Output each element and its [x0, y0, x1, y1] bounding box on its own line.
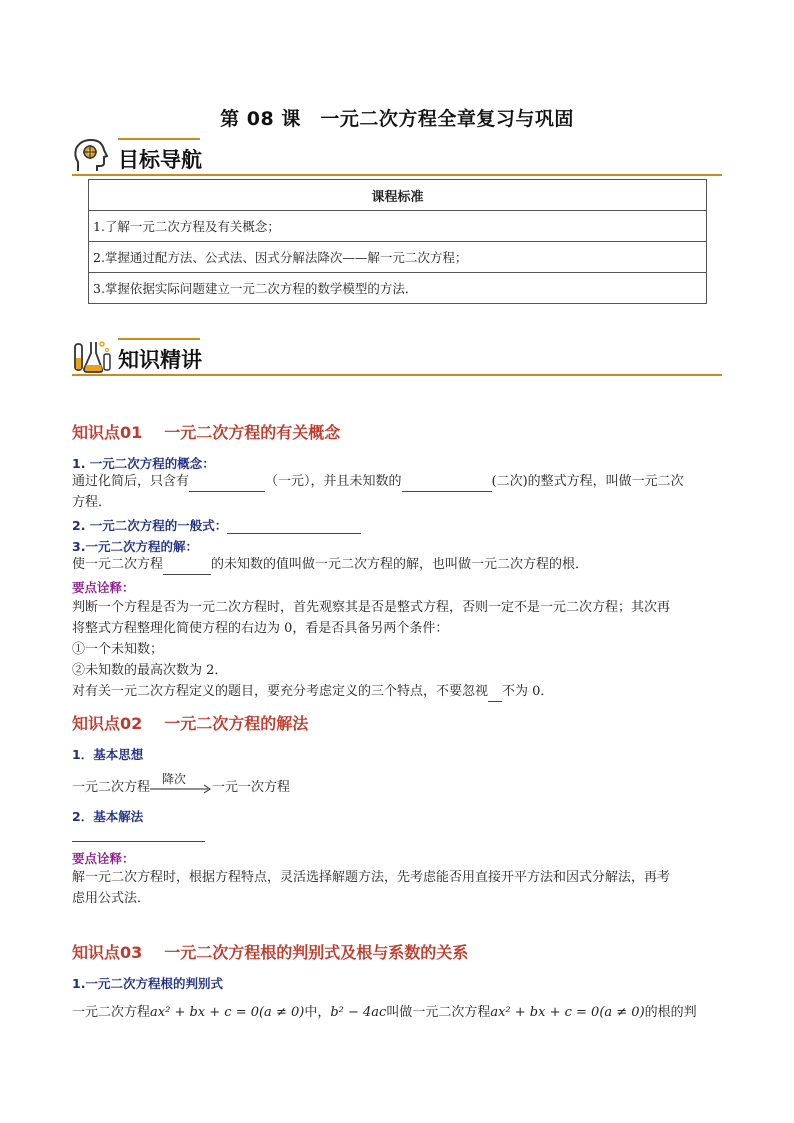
knowledge-point-heading	[72, 940, 468, 963]
knowledge-point-number: 知识点03	[72, 943, 143, 962]
text-run: 方程．	[72, 495, 112, 510]
text-run: 叫做一元二次方程	[386, 1005, 491, 1020]
heading-bottom-rule	[72, 374, 722, 376]
text-run: 不为 0．	[502, 684, 554, 699]
text-line: ①一个未知数；	[72, 642, 164, 657]
note-paragraph	[72, 867, 724, 909]
text-run: 通过化简后，只含有	[72, 474, 190, 489]
text-line: 虑用公式法．	[72, 891, 151, 906]
discriminant-expression: b² − 4ac	[330, 1005, 387, 1020]
flow-diagram	[72, 772, 724, 801]
chemistry-flask-icon	[72, 338, 112, 374]
paragraph	[72, 1002, 724, 1023]
text-run: 中，	[304, 1005, 331, 1020]
brain-gear-icon	[72, 138, 112, 174]
section-label: 知识精讲	[118, 348, 202, 372]
fill-blank	[402, 477, 492, 492]
text-run: 对有关一元二次方程定义的题目，要充分考虑定义的三个特点，不要忽视	[72, 684, 489, 699]
knowledge-point-title: 一元二次方程的有关概念	[164, 423, 341, 442]
fill-blank	[488, 687, 502, 702]
knowledge-point-number: 知识点01	[72, 423, 143, 442]
text-run: 使一元二次方程	[72, 557, 164, 572]
subheading: 2．基本解法	[72, 809, 144, 824]
paragraph	[72, 554, 724, 575]
text-run: (二次)的整式方程，叫做一元二次	[491, 474, 684, 489]
text-run: 的未知数的值叫做一元二次方程的解，也叫做一元二次方程的根．	[211, 557, 589, 572]
knowledge-point-title: 一元二次方程的解法	[164, 714, 309, 733]
heading-top-rule	[118, 338, 200, 340]
fill-blank	[72, 841, 205, 842]
flow-source: 一元二次方程	[72, 780, 151, 795]
text-run: （一元），并且未知数的	[265, 474, 402, 489]
text-line: ②未知数的最高次数为 2．	[72, 663, 228, 678]
text-line: 将整式方程整理化简使方程的右边为 0，看是否具备另两个条件：	[72, 621, 449, 636]
subheading-text: 2. 一元二次方程的一般式：	[72, 518, 228, 533]
subheading	[72, 516, 361, 534]
flow-target: 一元一次方程	[212, 780, 291, 795]
knowledge-point-heading	[72, 711, 308, 734]
right-arrow-icon	[150, 784, 212, 794]
section-heading-knowledge	[72, 338, 722, 382]
knowledge-point-number: 知识点02	[72, 714, 143, 733]
course-standards-table	[88, 179, 707, 304]
equation: ax² + bx + c = 0(a ≠ 0)	[490, 1005, 645, 1020]
knowledge-point-title: 一元二次方程根的判别式及根与系数的关系	[164, 943, 469, 962]
paragraph	[72, 471, 724, 513]
standard-item: 2.掌握通过配方法、公式法、因式分解法降次——解一元二次方程；	[89, 242, 707, 273]
text-line: 判断一个方程是否为一元二次方程时，首先观察其是否是整式方程，否则一定不是一元二次方程；其次再	[72, 600, 671, 615]
section-heading-goals	[72, 138, 722, 182]
section-label: 目标导航	[118, 148, 202, 172]
note-heading: 要点诠释：	[72, 580, 135, 595]
subheading: 3.一元二次方程的解：	[72, 539, 198, 554]
flow-arrow	[150, 772, 212, 798]
standard-item: 3.掌握依据实际问题建立一元二次方程的数学模型的方法．	[89, 273, 707, 304]
heading-top-rule	[118, 138, 200, 140]
subheading: 1．基本思想	[72, 747, 144, 762]
knowledge-point-heading	[72, 420, 340, 443]
fill-blank	[227, 519, 361, 534]
equation: ax² + bx + c = 0(a ≠ 0)	[150, 1005, 305, 1020]
heading-bottom-rule	[72, 174, 722, 176]
text-run: 一元二次方程	[72, 1005, 151, 1020]
fill-blank	[163, 560, 211, 575]
page-title: 第 08 课 一元二次方程全章复习与巩固	[220, 108, 574, 130]
note-heading: 要点诠释：	[72, 851, 135, 866]
fill-blank	[189, 477, 265, 492]
text-run: 的根的判	[644, 1005, 697, 1020]
table-header: 课程标准	[89, 180, 707, 211]
subheading: 1.一元二次方程根的判别式	[72, 976, 223, 991]
subheading: 1. 一元二次方程的概念：	[72, 456, 215, 471]
text-line: 解一元二次方程时，根据方程特点，灵活选择解题方法，先考虑能否用直接开平方法和因式分解法，再考	[72, 870, 671, 885]
note-paragraph	[72, 597, 724, 702]
standard-item: 1.了解一元二次方程及有关概念；	[89, 211, 707, 242]
arrow-label: 降次	[162, 772, 187, 786]
